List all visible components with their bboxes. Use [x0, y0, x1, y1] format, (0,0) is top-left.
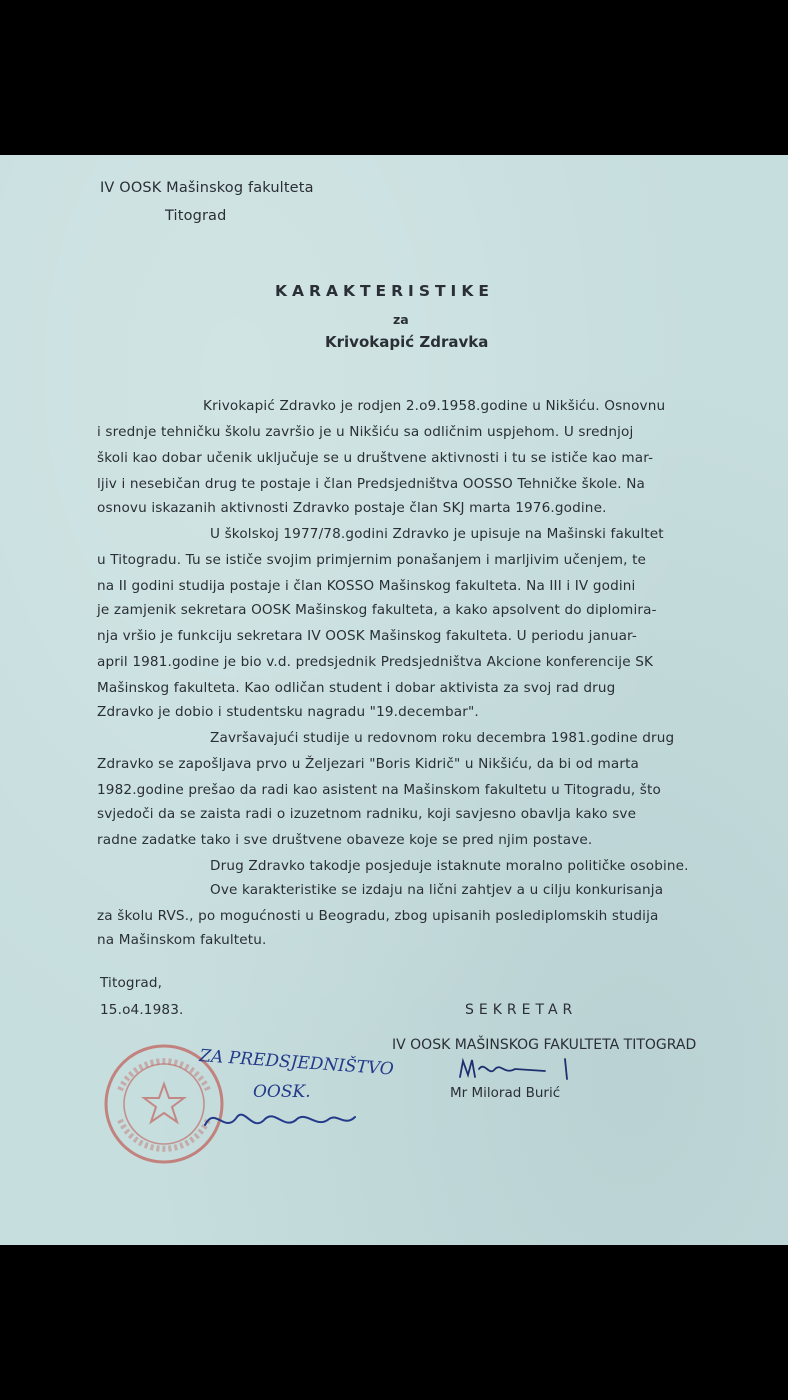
body-line: je zamjenik sekretara OOSK Mašinskog fakulteta, a kako apsolvent do diplomira-: [97, 602, 657, 618]
body-line: Zdravko je dobio i studentsku nagradu "19.decembar".: [97, 704, 479, 720]
subject-name: Krivokapić Zdravka: [325, 333, 489, 351]
handwritten-note: [195, 1035, 395, 1145]
document-title: KARAKTERISTIKE: [275, 282, 494, 300]
body-line: U školskoj 1977/78.godini Zdravko je upisuje na Mašinski fakultet: [210, 526, 664, 542]
body-line: radne zadatke tako i sve društvene obaveze koje se pred njim postave.: [97, 832, 593, 848]
body-line: školi kao dobar učenik uključuje se u društvene aktivnosti i tu se ističe kao mar-: [97, 450, 654, 466]
place: Titograd,: [100, 975, 163, 991]
body-line: ljiv i nesebičan drug te postaje i član Predsjedništva OOSSO Tehničke škole. Na: [97, 476, 646, 492]
sekretar-label: SEKRETAR: [465, 1002, 578, 1018]
header-city: Titograd: [165, 208, 227, 224]
handwritten-line-1: ZA PREDSJEDNIŠTVO: [198, 1046, 395, 1080]
handwritten-line-2: OOSK.: [253, 1082, 311, 1102]
sekretar-organization: IV OOSK MAŠINSKOG FAKULTETA TITOGRAD: [392, 1037, 697, 1053]
body-line: Krivokapić Zdravko je rodjen 2.o9.1958.godine u Nikšiću. Osnovnu: [203, 398, 666, 414]
header-organization: IV OOSK Mašinskog fakulteta: [100, 180, 314, 196]
body-line: svjedoči da se zaista radi o izuzetnom radniku, koji savjesno obavlja kako sve: [97, 806, 637, 822]
body-line: Mašinskog fakulteta. Kao odličan student i dobar aktivista za svoj rad drug: [97, 680, 616, 696]
body-line: april 1981.godine je bio v.d. predsjednik Predsjedništva Akcione konferencije SK: [97, 654, 654, 670]
sekretar-signature: [455, 1055, 605, 1085]
body-line: osnovu iskazanih aktivnosti Zdravko postaje član SKJ marta 1976.godine.: [97, 500, 607, 516]
body-line: nja vršio je funkciju sekretara IV OOSK Mašinskog fakulteta. U periodu januar-: [97, 628, 637, 644]
body-line: Zdravko se zapošljava prvo u Željezari "Boris Kidrič" u Nikšiću, da bi od marta: [97, 756, 640, 772]
body-line: Drug Zdravko takodje posjeduje istaknute moralno političke osobine.: [210, 858, 689, 874]
body-line: Završavajući studije u redovnom roku decembra 1981.godine drug: [210, 730, 675, 746]
sekretar-name: Mr Milorad Burić: [450, 1085, 561, 1101]
body-line: na Mašinskom fakultetu.: [97, 932, 267, 948]
date: 15.o4.1983.: [100, 1002, 184, 1018]
body-line: i srednje tehničku školu završio je u Nikšiću sa odličnim uspjehom. U srednjoj: [97, 424, 634, 440]
body-line: u Titogradu. Tu se ističe svojim primjernim ponašanjem i marljivim učenjem, te: [97, 552, 647, 568]
handwritten-signature-icon: [205, 1115, 355, 1125]
body-line: za školu RVS., po mogućnosti u Beogradu, zbog upisanih poslediplomskih studija: [97, 908, 659, 924]
document-page: [0, 155, 788, 1245]
body-line: Ove karakteristike se izdaju na lični zahtjev a u cilju konkurisanja: [210, 882, 664, 898]
body-line: na II godini studija postaje i član KOSSO Mašinskog fakulteta. Na III i IV godini: [97, 578, 636, 594]
title-za: za: [393, 312, 409, 327]
body-line: 1982.godine prešao da radi kao asistent na Mašinskom fakultetu u Titogradu, što: [97, 782, 661, 798]
